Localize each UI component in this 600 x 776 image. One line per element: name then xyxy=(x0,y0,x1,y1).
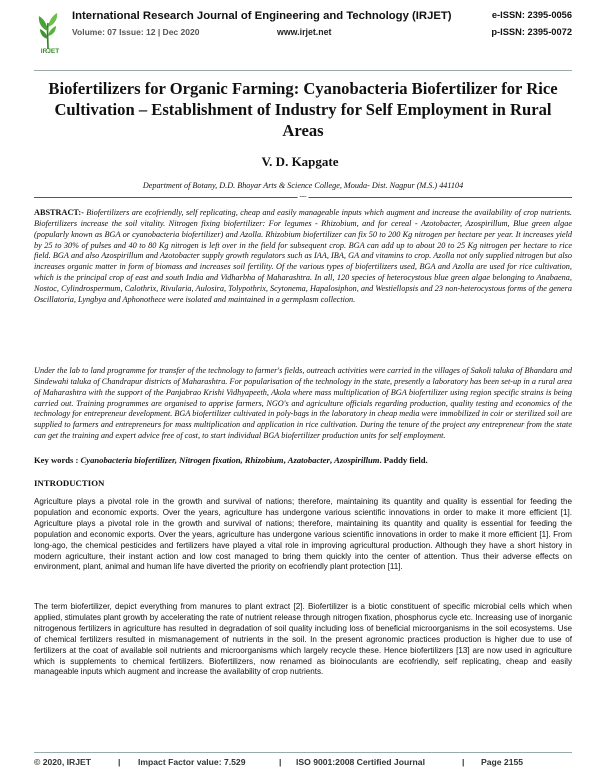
journal-website-link[interactable]: www.irjet.net xyxy=(277,27,332,37)
keywords-tail: . Paddy field. xyxy=(379,455,428,465)
e-issn: e-ISSN: 2395-0056 xyxy=(491,10,572,20)
irjet-logo-icon xyxy=(34,11,62,51)
keyword-azatobacter: Azatobacter xyxy=(287,455,330,465)
footer-sep-3: | xyxy=(462,757,465,767)
footer-impact-factor: Impact Factor value: 7.529 xyxy=(138,757,246,767)
intro-paragraph-2: The term biofertilizer, depict everything from manures to plant extract [2]. Biofertilizer is a biotic constituent of specific microbial cells which when applied, stimulates plant growth by accelerating the rate of nutrient release through nitrogen fixation, phosphorus cycle etc. Increasing use of inorganic nitrogenous fertilizers in agriculture has resulted in degradation of soil quality including loss of beneficial microorganisms in the soil ecosystems. Use of chemical fertilizers resulted in mismanagement of nutrients in the soil. In the present agronomic practices production is higher due to use of fertilizers at the coat of available soil nutrients and microorganisms which largely recycle these. Hence biofertilizers [13] are now used in agriculture which is supplements to chemical fertilizers. Biofertilizers, now renamed as bioinoculants are ecofriendly, self replicating, cheap and easily manageable inputs which augment and increase the availability of crop nutrients. xyxy=(34,602,572,677)
header-divider xyxy=(34,70,572,71)
journal-title: International Research Journal of Engineering and Technology (IRJET) xyxy=(72,10,452,22)
keywords xyxy=(34,455,572,466)
footer-divider xyxy=(34,752,572,753)
keyword-azospirillum: Azospirillum xyxy=(334,455,380,465)
section-heading-introduction: INTRODUCTION xyxy=(34,478,105,488)
keywords-comma-1: , xyxy=(283,455,288,465)
footer-page-number: Page 2155 xyxy=(481,757,524,767)
abstract-paragraph-2: Under the lab to land programme for transfer of the technology to farmer's fields, outreach activities were carried in the villages of Sakoli taluka of Bhandara and Sindewahi taluka of Chandrapur districts of Maharashtra. For popularisation of the technology in the state, presently a laboratory has been set-up in a rural area of Maharashtra with the support of the Panjabrao Krishi Vidhyapeeth, Akola where mass multiplication of BGA biofertilizer using region specific strains is being carried out. Training programmes are organised to apprise farmers, NGO's and agriculture officials regarding production, quality testing and economics of the technology for entrepreneur development. BGA biofertilizer cultivated in poly-bags in the laboratory in cheap media were immobilized in coir or sterilized soil are supplied to farmers and entrepreneurs for mass multiplication and application in rice cultivation. During the tenure of the project any entrepreneur from the state can get the training and expert advice free of cost, to start individual BGA biofertilizer production units for self employment. xyxy=(34,366,572,441)
journal-header xyxy=(34,8,572,58)
abstract-paragraph xyxy=(34,208,572,306)
author-name: V. D. Kapgate xyxy=(261,154,339,169)
keyword-rhizobium: Rhizobium xyxy=(244,455,284,465)
separator xyxy=(34,192,572,202)
abstract-label: ABSTRACT:- xyxy=(34,208,84,217)
footer-sep-1: | xyxy=(118,757,121,767)
issue-info: Volume: 07 Issue: 12 | Dec 2020 xyxy=(72,27,200,37)
footer-sep-2: | xyxy=(279,757,282,767)
intro-paragraph-1: Agriculture plays a pivotal role in the growth and survival of nations; therefore, maintaining its quantity and quality is essential for feeding the population and economic exports. Over the years, agriculture has undergone various scientific innovations in order to make it more efficient [1]. Agriculture plays a pivotal role in the growth and survival of nations; therefore, maintaining its quantity and quality is essential for feeding the population and economic exports. Over the years, agriculture has undergone various scientific innovations in order to make it more efficient [1]. From long-ago, the chemical pesticides and fertilizers have played a vital role in improving agricultural production. Although they have a short history in modern agriculture, their instant action and low cost managed to bring them quickly into the center of attention. Thus their adverse effects on environment, plant, animal and human life have diverted the priority on ecofriendly plant protection [11]. xyxy=(34,497,572,572)
keywords-part-a: Cyanobacteria biofertilizer, Nitrogen fixation, xyxy=(80,455,245,465)
keywords-comma-2: , xyxy=(329,455,335,465)
footer-copyright: © 2020, IRJET xyxy=(34,757,91,767)
paper-title: Biofertilizers for Organic Farming: Cyanobacteria Biofertilizer for Rice Cultivation – Establishment of Industry for Self Employment in Rural Areas xyxy=(48,79,558,140)
page-footer xyxy=(34,757,572,771)
abstract-text: Biofertilizers are ecofriendly, self replicating, cheap and easily manageable inputs which augment and increase the availability of crop nutrients. Biofertilizers increase the soil vitality. Nitrogen fixing biofertilizer: For legumes - Rhizobium, and for cereal - Azotobacter, Azospirillum, Blue green algae (popularly known as BGA or cyanobacteria biofertilizer) and Azolla. Rhizobium biofertilizer can fix 50 to 200 Kg nitrogen per hectare per year. It increases yield by 25 to 30% of pulses and 40 to 80 Kg nitrogen is left over in the field for subsequent crop. BGA can add up to about 20 to 25 Kg nitrogen per hectare to rice field. BGA and also Azospirillum and Azotobacter supply growth regulators such as IAA, IBA, GA and vitamins to crop. Azolla not only supplied nitrogen but also increases organic matter in form of biomass and increases soil fertility. Of the various types of biofertilizers used, BGA and Azolla are used for rice cultivation, which is the principal crop of east and south India and Vidharbha of Maharashtra. In all, 120 species of heterocystous blue green algae belonging to Anabaena, Nostoc, Cylindrospermum, Calothrix, Rivularia, Aulosira, Tolypothrix, Scytonema, Hapalosiphon, and Westiellopsis and 23 non-heterocystous forms of the genera Oscillatoria, Lyngbya and Aphonothece were isolated and maintained in a germplasm collection. xyxy=(34,208,572,304)
keywords-label: Key words : xyxy=(34,455,81,465)
p-issn: p-ISSN: 2395-0072 xyxy=(491,27,572,37)
separator-mark: --- xyxy=(299,192,307,200)
footer-iso: ISO 9001:2008 Certified Journal xyxy=(296,757,425,767)
author-affiliation: Department of Botany, D.D. Bhoyar Arts & Science College, Mouda- Dist. Nagpur (M.S.) 441104 xyxy=(142,181,464,190)
logo-text: IRJET xyxy=(40,48,60,55)
